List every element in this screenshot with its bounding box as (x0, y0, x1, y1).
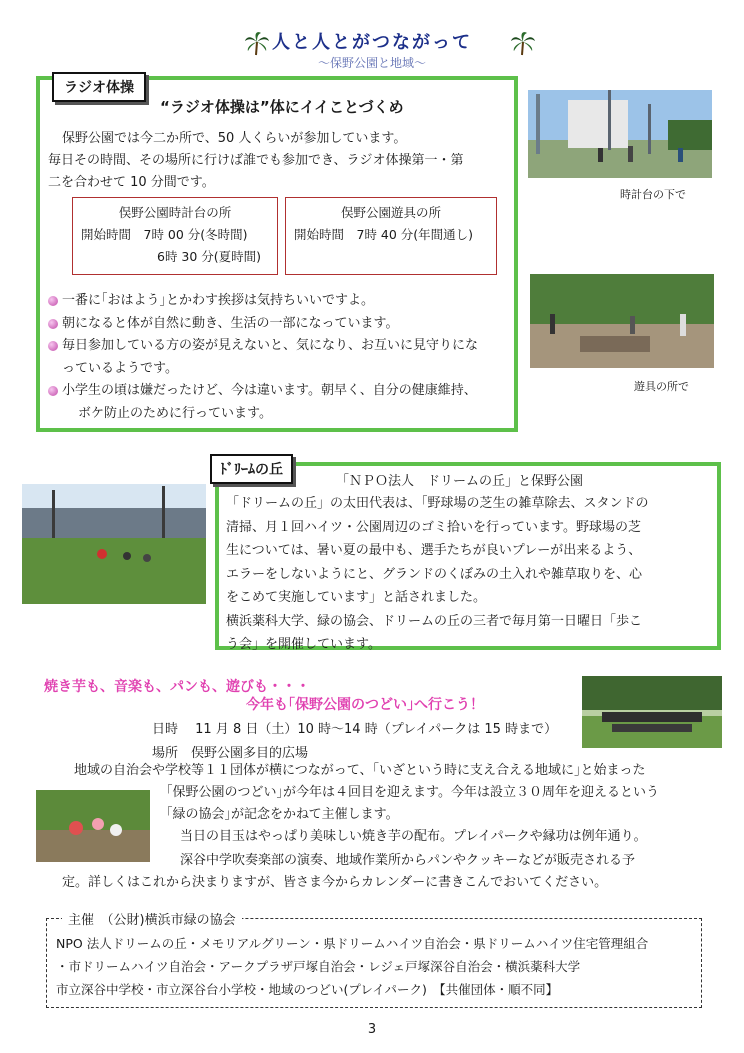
sponsor-title: 主催 （公財)横浜市緑の協会 (62, 909, 242, 928)
event-body-line: 定。詳しくはこれから決まりますが、皆さま今からカレンダーに書きこんでおいてください。 (62, 875, 608, 890)
list-item-continued (46, 403, 512, 426)
photo-caption: 時計台の下で (620, 188, 686, 201)
event-body-line: 地域の自治会や学校等１１団体が横につながって、｢いざという時に支え合える地域に｣と始まった (74, 763, 646, 778)
list-item (46, 290, 512, 313)
sponsor-line: ・市ドリームハイツ自治会・アークプラザ戸塚自治会・レジェ戸塚深谷自治会・横浜薬科大学 (56, 959, 581, 974)
page-title: 人と人とがつながって (272, 32, 472, 53)
playground-schedule-box (285, 197, 497, 275)
event-place: 場所 俣野公園多目的広場 (152, 746, 309, 761)
radio-intro-line: 毎日その時間、その場所に行けば誰でも参加でき、ラジオ体操第一・第 (48, 153, 464, 168)
event-tagline: 焼き芋も、音楽も、パンも、遊びも・・・ (44, 679, 310, 695)
bullet-dot-icon (48, 319, 58, 329)
radio-intro (48, 128, 512, 194)
clock-tower-photo (528, 90, 712, 178)
radio-bullet-list (46, 290, 512, 425)
paragraph-line: 生については、暑い夏の最中も、選手たちが良いプレーが出来るよう、 (226, 543, 642, 558)
list-item (46, 313, 512, 336)
sponsor-line: 市立深谷中学校・市立深谷台小学校・地域のつどい(プレイパーク) 【共催団体・順不同】 (56, 982, 559, 997)
photo-caption: 遊具の所で (634, 380, 689, 393)
band-performance-photo (582, 676, 722, 748)
paragraph-line: をこめて実施しています」と話されました。 (226, 590, 487, 605)
paragraph-line: エラーをしないようにと、グランドのくぼみの土入れや雑草取りを、心 (226, 566, 643, 582)
event-body-line: ｢保野公園のつどい｣が今年は４回目を迎えます。今年は設立３０周年を迎えるという (166, 785, 659, 800)
schedule-title: 俣野公園時計台の所 (118, 205, 232, 220)
event-body-line: ｢緑の協会｣が記念をかねて主催します。 (166, 807, 399, 822)
sponsor-line: NPO 法人ドリームの丘・メモリアルグリーン・県ドリームハイツ自治会・県ドリームハイツ住宅管理組合 (56, 936, 649, 951)
radio-section-tag: ラジオ体操 (52, 72, 146, 102)
schedule-line: 開始時間 7時 00 分(冬時間) (81, 227, 248, 242)
list-item-text: ボケ防止のために行っています。 (78, 405, 272, 421)
radio-intro-line: 保野公園では今二か所で、50 人くらいが参加しています。 (62, 131, 407, 146)
dream-hill-heading: 「ＮＰＯ法人 ドリームの丘」と保野公園 (336, 474, 584, 489)
bullet-dot-icon (48, 296, 58, 306)
dream-hill-section-tag: ﾄﾞﾘｰﾑの丘 (210, 454, 293, 484)
list-item-text: 朝になると体が自然に動き、生活の一部になっています。 (62, 315, 399, 331)
paragraph-line: 「ドリームの丘」の太田代表は、「野球場の芝生の雑草除去、スタンドの (226, 496, 649, 511)
bullet-dot-icon (48, 341, 58, 351)
event-date: 日時 11 月 8 日（土）10 時～14 時（プレイパークは 15 時まで） (152, 722, 558, 737)
list-item (46, 380, 512, 403)
paragraph-line: う会」を開催しています。 (226, 637, 381, 652)
baseball-field-photo (22, 484, 206, 604)
list-item-text: 毎日参加している方の姿が見えないと、気になり、お互いに見守りにな (62, 338, 479, 353)
event-headline: 今年も｢保野公園のつどい｣へ行こう！ (246, 697, 484, 713)
list-item-text: っているようです。 (62, 360, 178, 376)
bullet-dot-icon (48, 386, 58, 396)
sponsor-list (56, 932, 696, 1001)
list-item-continued (46, 358, 512, 381)
clock-tower-schedule-box (72, 197, 278, 275)
event-body-line: 当日の目玉はやっぱり美味しい焼き芋の配布。プレイパークや縁功は例年通り。 (180, 829, 647, 844)
paragraph-line: 横浜薬科大学、緑の協会、ドリームの丘の三者で毎月第一日曜日「歩こ (226, 613, 643, 629)
event-body-line: 深谷中学吹奏楽部の演奏、地域作業所からパンやクッキーなどが販売される予 (180, 853, 636, 868)
paragraph-line: 清掃、月１回ハイツ・公園周辺のゴミ拾いを行っています。野球場の芝 (226, 519, 641, 535)
children-playing-photo (36, 790, 150, 862)
schedule-line: 6時 30 分(夏時間) (157, 249, 262, 264)
list-item-text: 小学生の頃は嫌だったけど、今は違います。朝早く、自分の健康維持、 (62, 383, 477, 398)
radio-heading: “ラジオ体操は”体にイイことづくめ (160, 98, 404, 116)
schedule-title: 俣野公園遊具の所 (340, 205, 441, 220)
palm-tree-icon (510, 30, 536, 56)
radio-intro-line: 二を合わせて 10 分間です。 (48, 175, 215, 190)
list-item-text: 一番に｢おはよう｣とかわす挨拶は気持ちいいですよ。 (62, 293, 375, 308)
page-subtitle: ～保野公園と地域～ (317, 56, 426, 70)
schedule-line: 開始時間 7時 40 分(年間通し) (294, 227, 474, 242)
playground-photo (530, 274, 714, 368)
list-item (46, 335, 512, 358)
dream-hill-body (226, 492, 714, 657)
page-number: 3 (367, 1022, 377, 1037)
